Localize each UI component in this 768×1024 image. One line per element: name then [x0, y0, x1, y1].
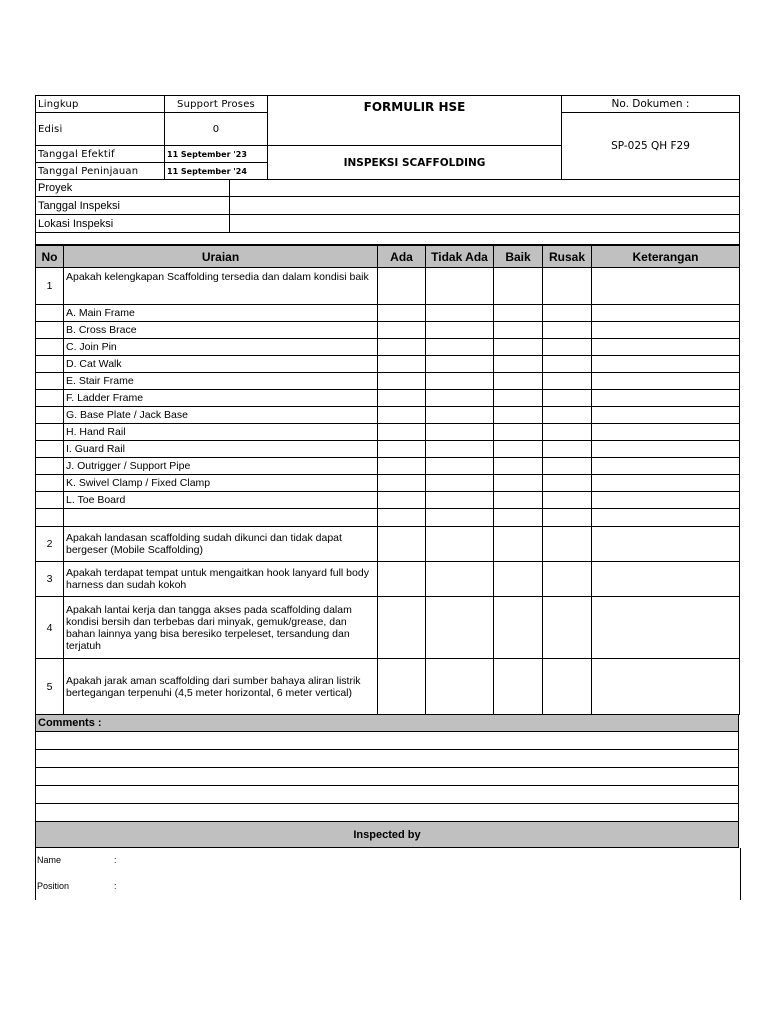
lokasi-inspeksi-field[interactable]: [230, 215, 740, 233]
ada-cell[interactable]: [378, 475, 426, 492]
tgl-peninjauan-label: Tanggal Peninjauan: [36, 163, 165, 180]
tidak-ada-cell[interactable]: [426, 373, 494, 390]
ada-cell[interactable]: [378, 597, 426, 659]
sub-item: K. Swivel Clamp / Fixed Clamp: [64, 475, 378, 492]
ada-cell[interactable]: [378, 356, 426, 373]
position-colon: :: [114, 881, 117, 891]
keterangan-cell[interactable]: [592, 339, 740, 356]
col-baik: Baik: [494, 246, 543, 268]
col-no: No: [36, 246, 64, 268]
ada-cell[interactable]: [378, 268, 426, 305]
ada-cell[interactable]: [378, 339, 426, 356]
col-ada: Ada: [378, 246, 426, 268]
doc-no-value: SP-025 QH F29: [562, 113, 740, 180]
baik-cell[interactable]: [494, 597, 543, 659]
table-row: [36, 475, 740, 492]
tgl-efektif-label: Tanggal Efektif: [36, 146, 165, 163]
tidak-ada-cell[interactable]: [426, 527, 494, 562]
comments-section: [35, 714, 739, 822]
keterangan-cell[interactable]: [592, 659, 740, 715]
tidak-ada-cell[interactable]: [426, 597, 494, 659]
ada-cell[interactable]: [378, 441, 426, 458]
keterangan-cell[interactable]: [592, 390, 740, 407]
table-row: [36, 492, 740, 509]
rusak-cell[interactable]: [543, 441, 592, 458]
table-row: [36, 322, 740, 339]
tidak-ada-cell[interactable]: [426, 659, 494, 715]
sub-item: I. Guard Rail: [64, 441, 378, 458]
proyek-label: Proyek: [36, 179, 230, 197]
table-row: [36, 458, 740, 475]
inspection-form: [35, 95, 739, 900]
table-row: [36, 441, 740, 458]
baik-cell[interactable]: [494, 305, 543, 322]
comment-line[interactable]: [36, 732, 739, 750]
sub-item: H. Hand Rail: [64, 424, 378, 441]
tanggal-inspeksi-label: Tanggal Inspeksi: [36, 197, 230, 215]
comment-line[interactable]: [36, 786, 739, 804]
rusak-cell[interactable]: [543, 373, 592, 390]
rusak-cell[interactable]: [543, 475, 592, 492]
edisi-value: 0: [165, 113, 268, 146]
ada-cell[interactable]: [378, 373, 426, 390]
baik-cell[interactable]: [494, 373, 543, 390]
doc-no-label: No. Dokumen :: [562, 96, 740, 113]
table-row: [36, 305, 740, 322]
rusak-cell[interactable]: [543, 305, 592, 322]
col-rusak: Rusak: [543, 246, 592, 268]
baik-cell[interactable]: [494, 407, 543, 424]
tidak-ada-cell[interactable]: [426, 562, 494, 597]
baik-cell[interactable]: [494, 424, 543, 441]
keterangan-cell[interactable]: [592, 475, 740, 492]
keterangan-cell[interactable]: [592, 527, 740, 562]
baik-cell[interactable]: [494, 492, 543, 509]
col-tidak-ada: Tidak Ada: [426, 246, 494, 268]
name-colon: :: [114, 855, 117, 865]
ada-cell[interactable]: [378, 562, 426, 597]
lingkup-label: Lingkup: [36, 96, 165, 113]
tgl-peninjauan-value: 11 September '24: [165, 163, 268, 180]
baik-cell[interactable]: [494, 390, 543, 407]
tidak-ada-cell[interactable]: [426, 322, 494, 339]
rusak-cell[interactable]: [543, 390, 592, 407]
rusak-cell[interactable]: [543, 562, 592, 597]
ada-cell[interactable]: [378, 492, 426, 509]
question-text: Apakah kelengkapan Scaffolding tersedia dan dalam kondisi baik: [64, 268, 378, 305]
keterangan-cell[interactable]: [592, 597, 740, 659]
tidak-ada-cell[interactable]: [426, 268, 494, 305]
form-title: FORMULIR HSE: [268, 96, 562, 146]
keterangan-cell[interactable]: [592, 441, 740, 458]
signature-block: [35, 848, 741, 900]
tanggal-inspeksi-field[interactable]: [230, 197, 740, 215]
rusak-cell[interactable]: [543, 597, 592, 659]
sub-item: F. Ladder Frame: [64, 390, 378, 407]
sub-item: E. Stair Frame: [64, 373, 378, 390]
comment-line[interactable]: [36, 750, 739, 768]
baik-cell[interactable]: [494, 659, 543, 715]
position-label: Position: [37, 881, 70, 891]
question-text: Apakah terdapat tempat untuk mengaitkan hook lanyard full body harness dan sudah kokoh: [64, 562, 378, 597]
row-number: 4: [36, 597, 64, 659]
tidak-ada-cell[interactable]: [426, 390, 494, 407]
baik-cell[interactable]: [494, 268, 543, 305]
table-row: [36, 562, 740, 597]
ada-cell[interactable]: [378, 659, 426, 715]
ada-cell[interactable]: [378, 424, 426, 441]
keterangan-cell[interactable]: [592, 424, 740, 441]
ada-cell[interactable]: [378, 527, 426, 562]
tidak-ada-cell[interactable]: [426, 424, 494, 441]
baik-cell[interactable]: [494, 339, 543, 356]
tidak-ada-cell[interactable]: [426, 305, 494, 322]
tidak-ada-cell[interactable]: [426, 407, 494, 424]
tidak-ada-cell[interactable]: [426, 475, 494, 492]
baik-cell[interactable]: [494, 441, 543, 458]
ada-cell[interactable]: [378, 305, 426, 322]
form-subtitle: INSPEKSI SCAFFOLDING: [268, 146, 562, 180]
lokasi-inspeksi-label: Lokasi Inspeksi: [36, 215, 230, 233]
ada-cell[interactable]: [378, 322, 426, 339]
rusak-cell[interactable]: [543, 407, 592, 424]
form-header: [35, 95, 740, 180]
table-row: [36, 509, 740, 527]
name-label: Name: [37, 855, 62, 865]
keterangan-cell[interactable]: [592, 458, 740, 475]
rusak-cell[interactable]: [543, 458, 592, 475]
question-text: Apakah lantai kerja dan tangga akses pada scaffolding dalam kondisi bersih dan terbebas dari minyak, gemuk/grease, dan bahan lainnya yang bisa beresiko terpeleset, tersandung dan terjatuh: [64, 597, 378, 659]
sub-item: L. Toe Board: [64, 492, 378, 509]
row-number: 3: [36, 562, 64, 597]
tidak-ada-cell[interactable]: [426, 458, 494, 475]
sub-item: J. Outrigger / Support Pipe: [64, 458, 378, 475]
comment-line[interactable]: [36, 804, 739, 822]
tidak-ada-cell[interactable]: [426, 441, 494, 458]
row-number: 2: [36, 527, 64, 562]
keterangan-cell[interactable]: [592, 562, 740, 597]
checklist-table: [35, 245, 740, 715]
table-row: [36, 659, 740, 715]
question-text: Apakah landasan scaffolding sudah dikunci dan tidak dapat bergeser (Mobile Scaffolding): [64, 527, 378, 562]
ada-cell[interactable]: [378, 458, 426, 475]
rusak-cell[interactable]: [543, 322, 592, 339]
baik-cell[interactable]: [494, 322, 543, 339]
sub-item: B. Cross Brace: [64, 322, 378, 339]
rusak-cell[interactable]: [543, 492, 592, 509]
tidak-ada-cell[interactable]: [426, 492, 494, 509]
ada-cell[interactable]: [378, 407, 426, 424]
table-row: [36, 268, 740, 305]
comments-label: Comments :: [36, 715, 739, 732]
rusak-cell[interactable]: [543, 268, 592, 305]
edisi-label: Edisi: [36, 113, 165, 146]
project-info: [35, 179, 740, 245]
row-number: 1: [36, 268, 64, 305]
keterangan-cell[interactable]: [592, 268, 740, 305]
rusak-cell[interactable]: [543, 424, 592, 441]
tidak-ada-cell[interactable]: [426, 339, 494, 356]
spacer-row: [36, 233, 740, 245]
table-row: [36, 339, 740, 356]
inspected-by-section: [35, 821, 739, 848]
baik-cell[interactable]: [494, 562, 543, 597]
table-row: [36, 407, 740, 424]
question-text: Apakah jarak aman scaffolding dari sumber bahaya aliran listrik bertegangan terpenuhi (4,5 meter horizontal, 6 meter vertical): [64, 659, 378, 715]
tidak-ada-cell[interactable]: [426, 356, 494, 373]
sub-item: A. Main Frame: [64, 305, 378, 322]
table-row: [36, 390, 740, 407]
tgl-efektif-value: 11 September '23: [165, 146, 268, 163]
table-row: [36, 527, 740, 562]
row-number: 5: [36, 659, 64, 715]
table-row: [36, 424, 740, 441]
keterangan-cell[interactable]: [592, 407, 740, 424]
baik-cell[interactable]: [494, 356, 543, 373]
col-keterangan: Keterangan: [592, 246, 740, 268]
keterangan-cell[interactable]: [592, 492, 740, 509]
rusak-cell[interactable]: [543, 659, 592, 715]
keterangan-cell[interactable]: [592, 322, 740, 339]
col-uraian: Uraian: [64, 246, 378, 268]
table-row: [36, 373, 740, 390]
rusak-cell[interactable]: [543, 527, 592, 562]
sub-item: G. Base Plate / Jack Base: [64, 407, 378, 424]
baik-cell[interactable]: [494, 527, 543, 562]
baik-cell[interactable]: [494, 458, 543, 475]
baik-cell[interactable]: [494, 475, 543, 492]
lingkup-value: Support Proses: [165, 96, 268, 113]
rusak-cell[interactable]: [543, 339, 592, 356]
comment-line[interactable]: [36, 768, 739, 786]
inspected-by-label: Inspected by: [36, 822, 739, 848]
rusak-cell[interactable]: [543, 356, 592, 373]
proyek-field[interactable]: [230, 179, 740, 197]
keterangan-cell[interactable]: [592, 356, 740, 373]
sub-item: D. Cat Walk: [64, 356, 378, 373]
ada-cell[interactable]: [378, 390, 426, 407]
keterangan-cell[interactable]: [592, 373, 740, 390]
table-row: [36, 356, 740, 373]
table-row: [36, 597, 740, 659]
sub-item: C. Join Pin: [64, 339, 378, 356]
keterangan-cell[interactable]: [592, 305, 740, 322]
